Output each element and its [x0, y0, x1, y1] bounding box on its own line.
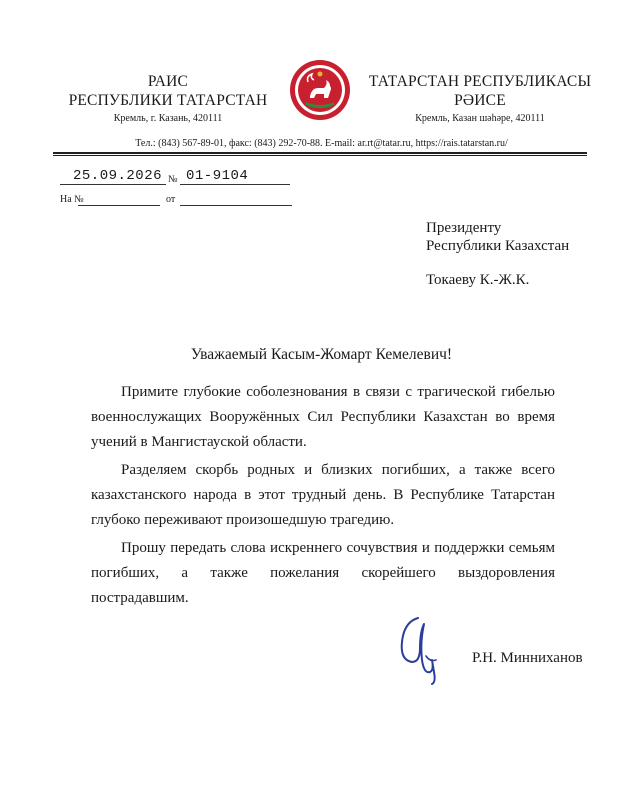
header-right-title-1: ТАТАРСТАН РЕСПУБЛИКАСЫ	[368, 73, 592, 90]
tatarstan-emblem-icon	[288, 58, 352, 122]
signatory-name: Р.Н. Минниханов	[472, 650, 583, 666]
reference-date-line	[180, 205, 292, 206]
handwritten-signature-icon	[390, 612, 460, 688]
header-left-title-1: РАИС	[147, 73, 189, 90]
header-right-title-2: РӘИСЕ	[454, 92, 506, 109]
addressee-line-1: Президенту	[426, 220, 502, 236]
document-date: 25.09.2026	[73, 168, 163, 184]
reference-number-line	[78, 205, 160, 206]
addressee-line-2: Республики Казахстан	[426, 238, 570, 254]
header-contacts: Тел.: (843) 567-89-01, факс: (843) 292-70-88. E-mail: ar.rt@tatar.ru, https://rais.tatarstan.ru/	[135, 138, 508, 149]
header-left-title-2: РЕСПУБЛИКИ ТАТАРСТАН	[68, 92, 268, 109]
letter-paragraph-2: Разделяем скорбь родных и близких погибших, а также всего казахстанского народа в этот трудный день. В Республике Татарстан глубоко переживают произошедшую трагедию.	[91, 462, 555, 528]
header-divider-thick	[53, 152, 587, 154]
addressee-name: Токаеву К.-Ж.К.	[426, 272, 530, 288]
letter-greeting: Уважаемый Касым-Жомарт Кемелевич!	[190, 346, 453, 363]
document-number: 01-9104	[186, 168, 249, 184]
header-divider-thin	[53, 155, 587, 156]
letter-paragraph-1: Примите глубокие соболезнования в связи с трагической гибелью военнослужащих Вооружённых Сил Республики Казахстан во время учений в Мангистауской области.	[91, 384, 555, 450]
document-number-label: №	[168, 174, 178, 185]
letter-paragraph-3: Прошу передать слова искреннего сочувствия и поддержки семьям погибших, а также пожелания скорейшего выздоровления пострадавшим.	[91, 540, 555, 606]
reference-date-label: от	[166, 194, 176, 205]
number-underline	[180, 184, 290, 185]
header-left-address: Кремль, г. Казань, 420111	[113, 113, 223, 124]
date-underline	[60, 184, 166, 185]
header-right-block	[360, 72, 600, 124]
header-left-block	[58, 72, 278, 124]
header-right-address: Кремль, Казан шәһәре, 420111	[415, 113, 545, 124]
reference-number-label: На №	[60, 194, 84, 205]
